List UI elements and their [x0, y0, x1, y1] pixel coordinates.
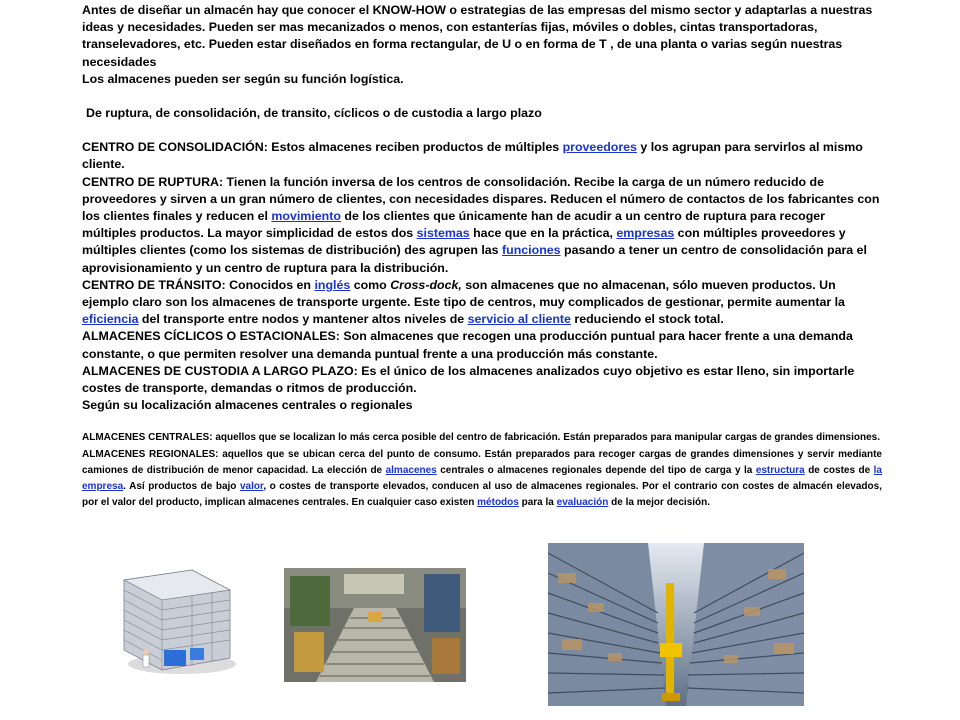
document-body: [82, 2, 882, 511]
link-metodos[interactable]: métodos: [477, 497, 519, 509]
function-intro: Los almacenes pueden ser según su función logística.: [82, 71, 404, 86]
intro-paragraph: Antes de diseñar un almacén hay que conocer el KNOW-HOW o estrategias de las empresas del mismo sector y adaptarlas a nuestras ideas y necesidades. Pueden ser mas mecanizados o menos, con estanterías fijas, móviles o dobles, cintas transportadoras, transelevadores, etc. Pueden estar diseñados en forma rectangular, de U o en forma de T , de una planta o varias según nuestras necesidades: [82, 3, 873, 69]
conveyor-warehouse-photo: [284, 568, 466, 682]
link-funciones[interactable]: funciones: [502, 243, 561, 258]
link-movimiento[interactable]: movimiento: [271, 209, 341, 224]
link-sistemas[interactable]: sistemas: [416, 226, 470, 241]
link-proveedores[interactable]: proveedores: [562, 140, 637, 155]
link-eficiencia[interactable]: eficiencia: [82, 312, 139, 327]
link-almacenes[interactable]: almacenes: [385, 464, 437, 476]
function-types: De ruptura, de consolidación, de transito, cíclicos o de custodia a largo plazo: [86, 106, 542, 121]
high-bay-warehouse-photo: [548, 543, 804, 706]
link-evaluacion[interactable]: evaluación: [556, 497, 609, 509]
centrales-paragraph: ALMACENES CENTRALES: aquellos que se localizan lo más cerca posible del centro de fabricación. Están preparados para manipular cargas de grandes dimensiones.: [82, 432, 881, 444]
link-estructura[interactable]: estructura: [755, 464, 805, 476]
ciclicos-paragraph: ALMACENES CÍCLICOS O ESTACIONALES: Son almacenes que recogen una producción puntual para hacer frente a una demanda constante, o que permiten resolver una demanda puntual frente a una producción más constante.: [82, 329, 853, 361]
link-valor[interactable]: valor: [239, 481, 264, 493]
consolidacion-paragraph: CENTRO DE CONSOLIDACIÓN: Estos almacenes reciben productos de múltiples proveedores y los agrupan para servirlos al mismo cliente.: [82, 140, 863, 172]
main-text: [82, 2, 882, 414]
transito-paragraph: CENTRO DE TRÁNSITO: Conocidos en inglés como Cross-dock, son almacenes que no almacenan, sólo mueven productos. Un ejemplo claro son los almacenes de transporte urgente. Este tipo de centros, muy complicados de gestionar, permite aumentar la eficiencia del transporte entre nodos y mantener altos niveles de servicio al cliente reduciendo el stock total.: [82, 277, 845, 327]
regionales-paragraph: ALMACENES REGIONALES: aquellos que se ubican cerca del punto de consumo. Están preparados para recoger cargas de grandes dimensiones y servir mediante camiones de distribución de menor capacidad. La elección de almacenes centrales o almacenes regionales depende del tipo de carga y la estructura de costes de la empresa. Así productos de bajo valor, o costes de transporte elevados, conducen al uso de almacenes regionales. Por el contrario con costes de almacén elevados, por el valor del producto, implican almacenes centrales. En cualquier caso existen métodos para la evaluación de la mejor decisión.: [82, 448, 882, 509]
localizacion-heading: Según su localización almacenes centrales o regionales: [82, 398, 413, 413]
link-la-empresa[interactable]: la empresa: [82, 464, 882, 493]
link-servicio-al-cliente[interactable]: servicio al cliente: [467, 312, 571, 327]
ruptura-paragraph: CENTRO DE RUPTURA: Tienen la función inversa de los centros de consolidación. Recibe la carga de un número reducido de proveedores y sirven a un gran número de clientes, con necesidades dispares. Reducen el número de contactos de los fabricantes con los clientes finales y reducen el movimiento de los clientes que únicamente han de acudir a un centro de ruptura para recoger múltiples productos. La mayor simplicidad de estos dos sistemas hace que en la práctica, empresas con múltiples proveedores y múltiples clientes (como los sistemas de distribución) des agrupen las funciones pasando a tener un centro de consolidación para el aprovisionamiento y un centro de ruptura para la distribución.: [82, 174, 880, 275]
custodia-paragraph: ALMACENES DE CUSTODIA A LARGO PLAZO: Es el único de los almacenes analizados cuyo objetivo es estar lleno, sin importarle costes de transporte, demandas o ritmos de producción.: [82, 363, 855, 396]
link-ingles[interactable]: inglés: [314, 277, 351, 292]
link-empresas[interactable]: empresas: [616, 226, 675, 241]
storage-rack-illustration: [112, 566, 240, 682]
small-text: [82, 430, 882, 511]
